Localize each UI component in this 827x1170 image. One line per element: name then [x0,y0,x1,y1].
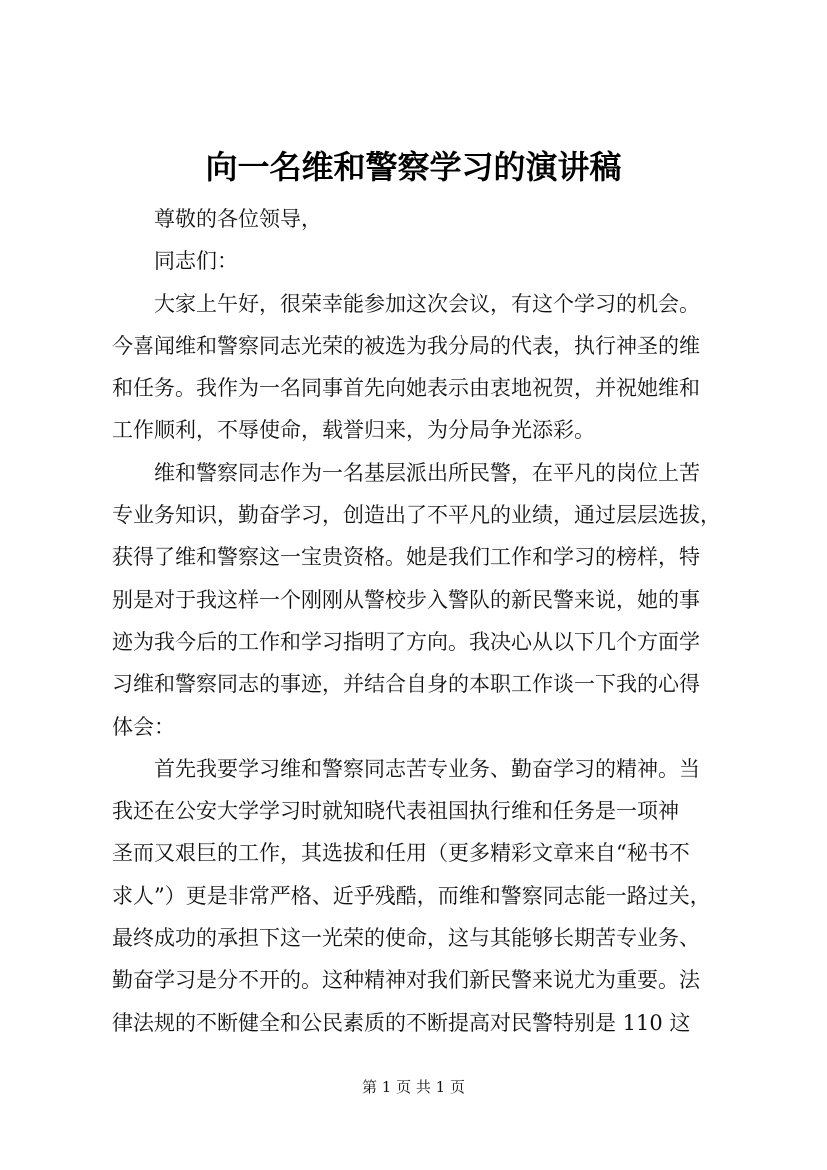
document-body [112,198,728,1044]
body-line: 体会： [112,714,175,739]
body-line: 今喜闻维和警察同志光荣的被选为我分局的代表，执行神圣的维 [112,333,700,358]
body-line: 首先我要学习维和警察同志苦专业务、勤奋学习的精神。当 [154,756,700,781]
body-line: 圣而又艰巨的工作，其选拔和任用（更多精彩文章来自“秘书不 [112,841,690,866]
body-line: 迹为我今后的工作和学习指明了方向。我决心从以下几个方面学 [112,629,700,654]
body-line: 求人”）更是非常严格、近乎残酷，而维和警察同志能一路过关， [112,883,711,908]
body-line: 获得了维和警察这一宝贵资格。她是我们工作和学习的榜样，特 [112,545,700,570]
body-line: 尊敬的各位领导， [154,207,322,231]
document-title: 向一名维和警察学习的演讲稿 [205,148,622,186]
body-line: 我还在公安大学学习时就知晓代表祖国执行维和任务是一项神 [112,799,679,824]
body-line: 习维和警察同志的事迹，并结合自身的本职工作谈一下我的心得 [112,672,700,697]
body-line: 工作顺利，不辱使命，载誉归来，为分局争光添彩。 [112,418,595,443]
body-line: 勤奋学习是分不开的。这种精神对我们新民警来说尤为重要。法 [112,968,700,993]
body-line: 律法规的不断健全和公民素质的不断提高对民警特别是 110 这 [112,1010,691,1035]
body-line: 最终成功的承担下这一光荣的使命，这与其能够长期苦专业务、 [112,926,700,951]
body-line: 同志们： [154,249,238,274]
body-line: 专业务知识，勤奋学习，创造出了不平凡的业绩，通过层层选拔， [112,503,721,528]
body-line: 维和警察同志作为一名基层派出所民警，在平凡的岗位上苦 [154,460,700,485]
page-footer: 第 1 页 共 1 页 [362,1078,465,1096]
body-line: 和任务。我作为一名同事首先向她表示由衷地祝贺，并祝她维和 [112,376,700,401]
body-line: 别是对于我这样一个刚刚从警校步入警队的新民警来说，她的事 [112,587,700,612]
body-line: 大家上午好，很荣幸能参加这次会议，有这个学习的机会。 [154,291,700,316]
